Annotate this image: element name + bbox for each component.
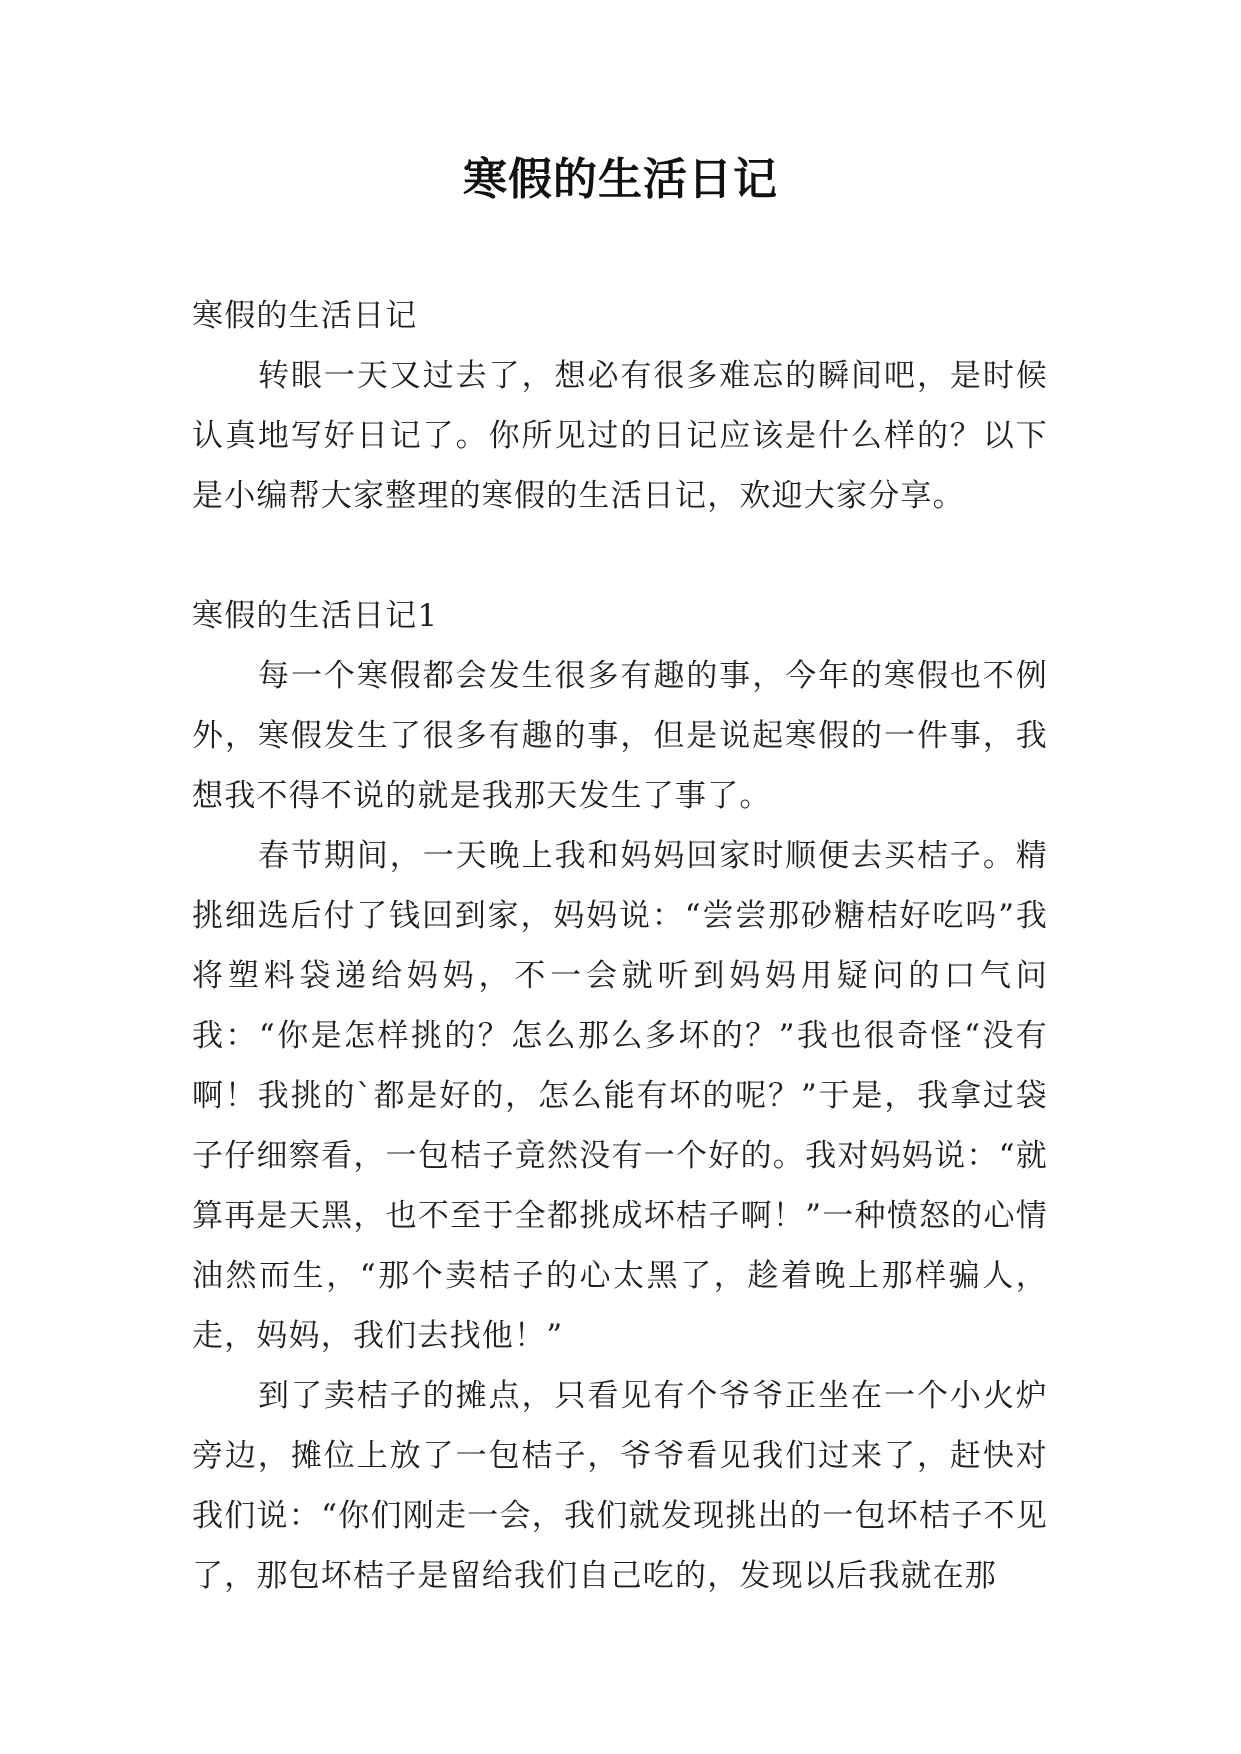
body-paragraph-2: 春节期间，一天晚上我和妈妈回家时顺便去买桔子。精挑细选后付了钱回到家，妈妈说：“尝尝那砂糖桔好吃吗”我将塑料袋递给妈妈，不一会就听到妈妈用疑问的口气问我：“你是怎样挑的？怎么那么多坏的？”我也很奇怪“没有啊！我挑的`都是好的，怎么能有坏的呢？”于是，我拿过袋子仔细察看，一包桔子竟然没有一个好的。我对妈妈说：“就算再是天黑，也不至于全都挑成坏桔子啊！”一种愤怒的心情油然而生，“那个卖桔子的心太黑了，趁着晚上那样骗人，走，妈妈，我们去找他！” xyxy=(192,838,1048,1354)
intro-heading: 寒假的生活日记 xyxy=(192,298,418,334)
document-title: 寒假的生活日记 xyxy=(463,154,778,205)
section-heading: 寒假的生活日记1 xyxy=(192,598,439,634)
body-paragraph-1: 每一个寒假都会发生很多有趣的事，今年的寒假也不例外，寒假发生了很多有趣的事，但是说起寒假的一件事，我想我不得不说的就是我那天发生了事了。 xyxy=(192,658,1048,814)
body-paragraph-3: 到了卖桔子的摊点，只看见有个爷爷正坐在一个小火炉旁边，摊位上放了一包桔子，爷爷看见我们过来了，赶快对我们说：“你们刚走一会，我们就发现挑出的一包坏桔子不见了，那包坏桔子是留给我们自己吃的，发现以后我就在那 xyxy=(192,1378,1048,1594)
document-body xyxy=(192,286,1048,1606)
intro-paragraph: 转眼一天又过去了，想必有很多难忘的瞬间吧，是时候认真地写好日记了。你所见过的日记应该是什么样的？以下是小编帮大家整理的寒假的生活日记，欢迎大家分享。 xyxy=(192,358,1048,514)
paragraph-spacer xyxy=(192,526,1048,586)
